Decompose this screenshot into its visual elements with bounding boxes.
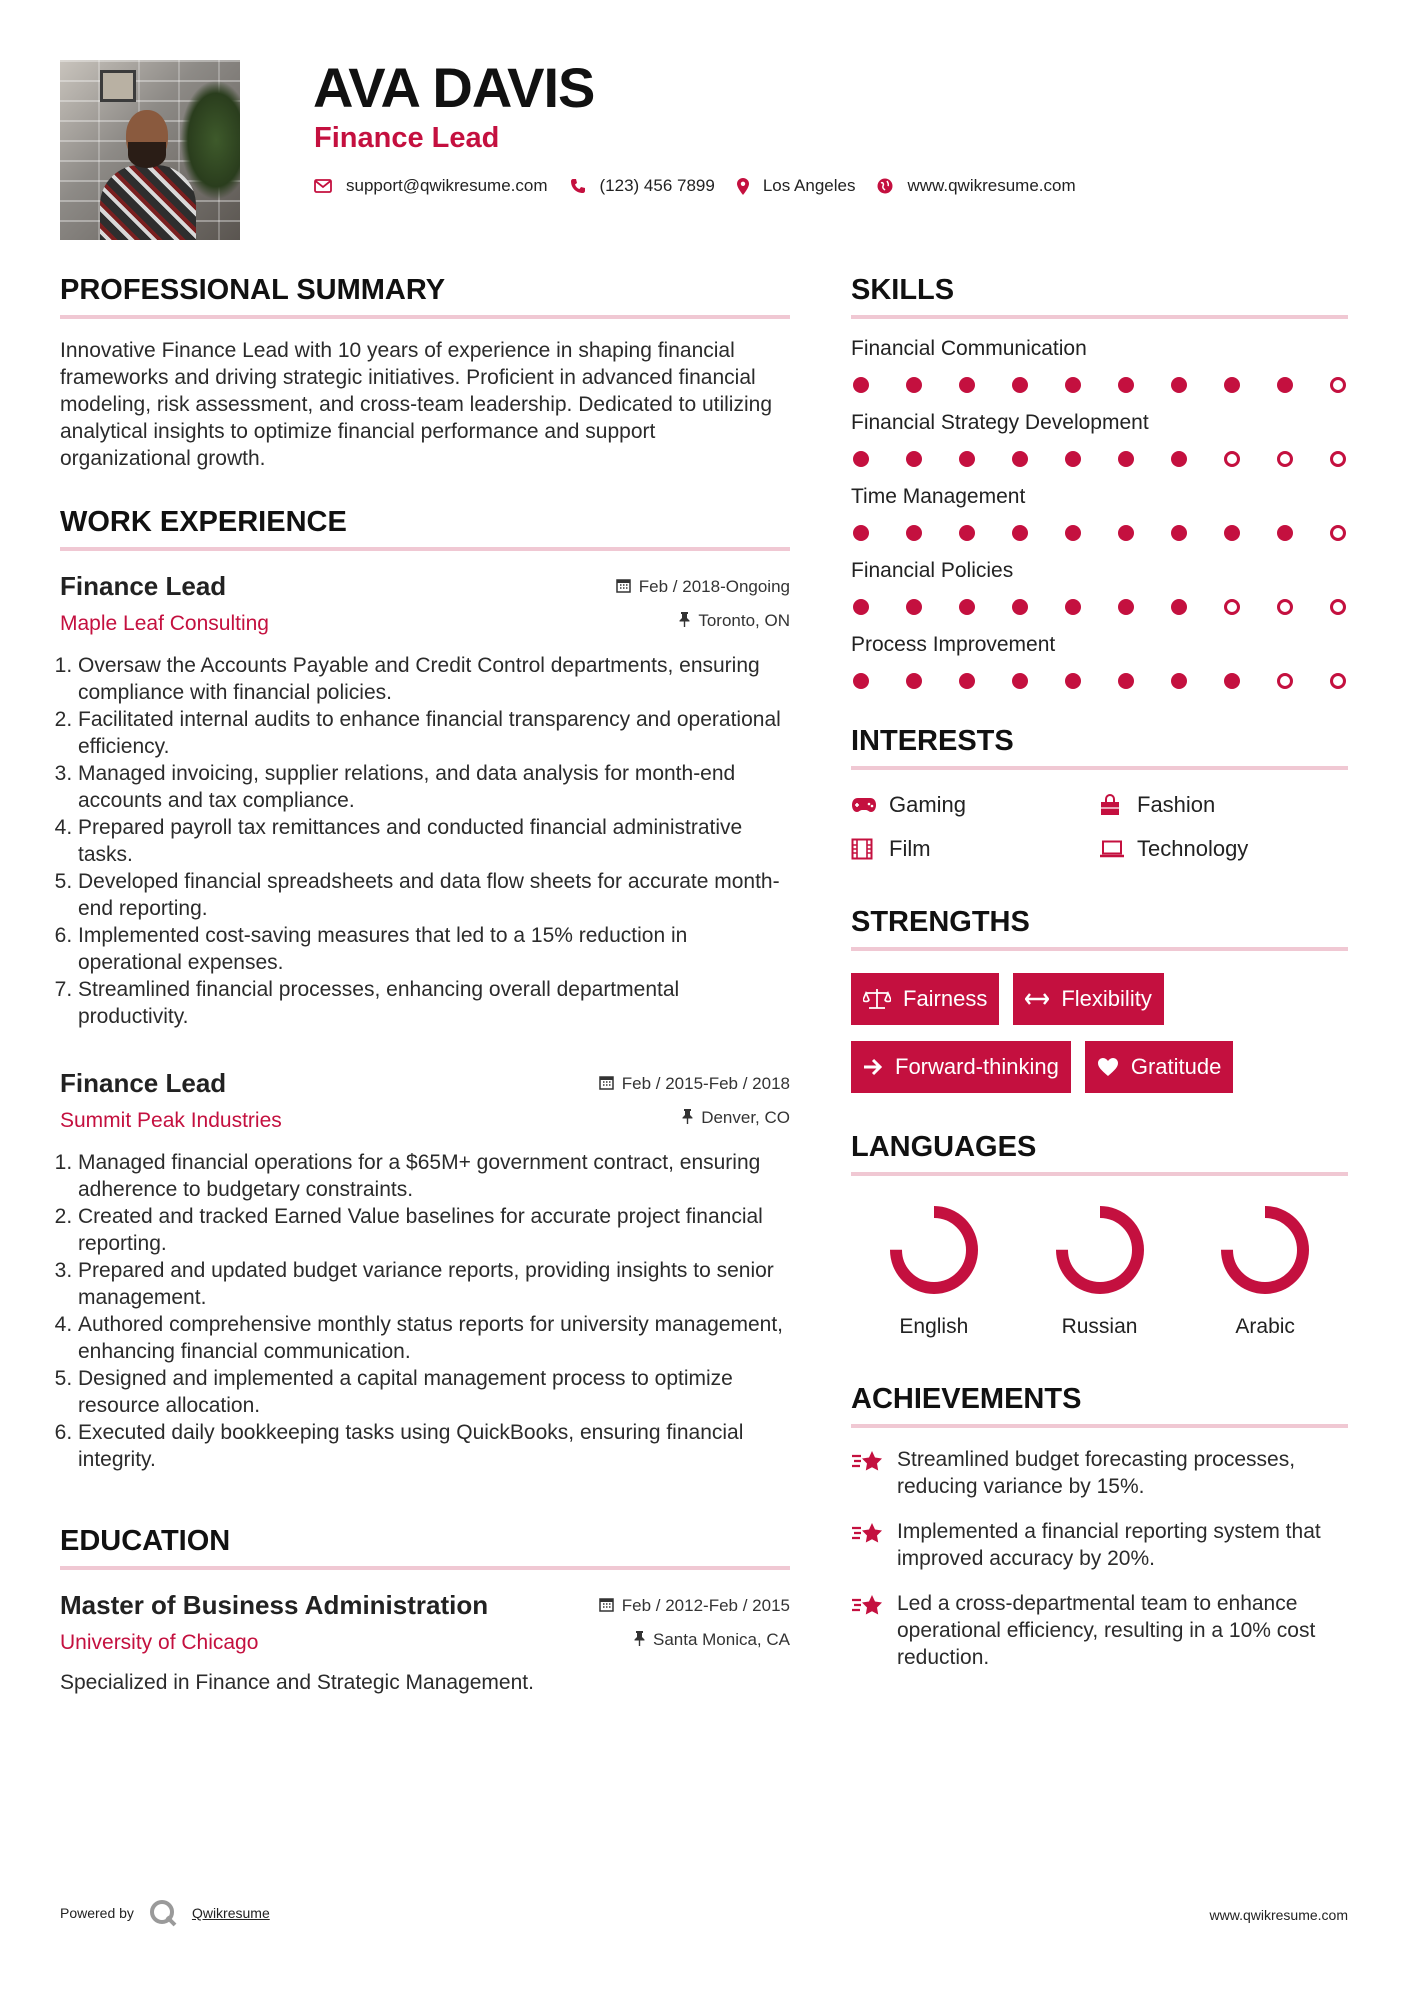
section-heading: LANGUAGES [851, 1131, 1348, 1176]
languages-list [851, 1200, 1348, 1339]
rating-dot-filled [1171, 673, 1187, 689]
qwikresume-link[interactable]: Qwikresume [191, 1905, 270, 1921]
gamepad-icon [851, 797, 877, 813]
job-company: Maple Leaf Consulting [60, 612, 269, 635]
skills-section [851, 274, 1348, 689]
skill-rating [851, 599, 1348, 615]
section-heading: ACHIEVEMENTS [851, 1383, 1348, 1428]
rating-dot-filled [1277, 525, 1293, 541]
rating-dot-filled [1224, 525, 1240, 541]
heart-icon [1097, 1057, 1119, 1077]
job-location: Toronto, ON [679, 611, 790, 631]
rating-dot-filled [1065, 525, 1081, 541]
strength-tag: Fairness [851, 973, 999, 1025]
interest-item: Gaming [851, 792, 1099, 818]
rating-dot-filled [1277, 377, 1293, 393]
skill-name: Financial Strategy Development [851, 411, 1149, 434]
phone-icon [570, 178, 586, 194]
rating-dot-filled [959, 599, 975, 615]
candidate-title: Finance Lead [314, 122, 500, 154]
language-item [851, 1200, 1017, 1339]
education-date: Feb / 2012-Feb / 2015 [599, 1596, 790, 1616]
job-company: Summit Peak Industries [60, 1109, 282, 1132]
job-bullets [60, 1149, 790, 1473]
shooting-star-icon [851, 1590, 885, 1671]
language-level-ring [1215, 1200, 1315, 1300]
language-level-arc [1227, 1212, 1303, 1288]
rating-dot-filled [959, 451, 975, 467]
skill-name: Process Improvement [851, 633, 1056, 656]
language-item [1017, 1200, 1183, 1339]
left-column [60, 274, 790, 1696]
map-marker-icon [737, 178, 749, 195]
rating-dot-filled [1171, 525, 1187, 541]
skill-name: Financial Policies [851, 559, 1014, 582]
rating-dot-filled [1118, 673, 1134, 689]
section-heading: WORK EXPERIENCE [60, 506, 790, 551]
summary-section [60, 274, 790, 472]
strength-tag: Flexibility [1013, 973, 1163, 1025]
list-item: 1. Managed financial operations for a $65M+ government contract, ensuring adherence to budgetary constraints. [78, 1149, 790, 1203]
rating-dot-filled [1171, 599, 1187, 615]
strengths-list [851, 973, 1348, 1093]
list-item: 5. Developed financial spreadsheets and data flow sheets for accurate month-end reporting. [78, 868, 790, 922]
rating-dot-filled [1065, 377, 1081, 393]
rating-dot-filled [1224, 673, 1240, 689]
skill-name: Time Management [851, 485, 1026, 508]
skill-rating [851, 451, 1348, 467]
job-title: Finance Lead [60, 1068, 227, 1098]
skill-item [851, 559, 1348, 615]
interests-grid [851, 792, 1348, 862]
rating-dot-empty [1277, 599, 1293, 615]
rating-dot-empty [1330, 673, 1346, 689]
rating-dot-filled [1012, 525, 1028, 541]
globe-icon [877, 178, 893, 194]
skill-rating [851, 525, 1348, 541]
qwikresume-logo-icon [148, 1898, 178, 1928]
language-level-arc [1062, 1212, 1138, 1288]
shopping-bag-icon [1099, 794, 1125, 816]
language-level-ring [884, 1200, 984, 1300]
shooting-star-icon [851, 1446, 885, 1500]
language-name: Arabic [1235, 1315, 1295, 1338]
rating-dot-filled [853, 377, 869, 393]
language-name: Russian [1061, 1315, 1138, 1338]
rating-dot-filled [1065, 673, 1081, 689]
rating-dot-empty [1330, 451, 1346, 467]
languages-section [851, 1131, 1348, 1339]
arrows-horizontal-icon [1025, 992, 1049, 1006]
rating-dot-filled [853, 599, 869, 615]
degree-title: Master of Business Administration [60, 1590, 489, 1620]
contact-phone[interactable]: (123) 456 7899 [570, 176, 715, 196]
contact-email[interactable]: support@qwikresume.com [314, 176, 548, 196]
language-name: English [899, 1315, 969, 1338]
rating-dot-filled [1118, 525, 1134, 541]
rating-dot-filled [853, 525, 869, 541]
rating-dot-filled [853, 451, 869, 467]
summary-text: Innovative Finance Lead with 10 years of experience in shaping financial frameworks and driving strategic initiatives. Proficient in advanced financial modeling, risk assessment, and cross-team leadership. Dedicated to utilizing analytical insights to optimize financial performance and support organizational growth. [60, 339, 773, 470]
skill-item [851, 337, 1348, 393]
list-item: 5. Designed and implemented a capital management process to optimize resource allocation. [78, 1365, 790, 1419]
rating-dot-filled [1012, 451, 1028, 467]
rating-dot-filled [906, 599, 922, 615]
calendar-icon [599, 1075, 614, 1094]
skill-item [851, 485, 1348, 541]
skill-name: Financial Communication [851, 337, 1087, 360]
pin-icon [634, 1631, 645, 1650]
rating-dot-filled [1065, 451, 1081, 467]
calendar-icon [599, 1597, 614, 1616]
rating-dot-filled [1012, 599, 1028, 615]
list-item: 3. Managed invoicing, supplier relations, and data analysis for month-end accounts and tax compliance. [78, 760, 790, 814]
skill-item [851, 633, 1348, 689]
list-item: 4. Authored comprehensive monthly status reports for university management, enhancing financial communication. [78, 1311, 790, 1365]
contact-bar [314, 176, 1098, 196]
rating-dot-filled [1224, 377, 1240, 393]
rating-dot-filled [1171, 377, 1187, 393]
rating-dot-filled [1012, 377, 1028, 393]
interests-section [851, 725, 1348, 862]
section-heading: EDUCATION [60, 1525, 790, 1570]
shooting-star-icon [851, 1518, 885, 1572]
list-item: 1. Oversaw the Accounts Payable and Credit Control departments, ensuring compliance with financial policies. [78, 652, 790, 706]
list-item: 3. Prepared and updated budget variance reports, providing insights to senior management. [78, 1257, 790, 1311]
rating-dot-filled [906, 525, 922, 541]
rating-dot-empty [1224, 451, 1240, 467]
section-heading: INTERESTS [851, 725, 1348, 770]
rating-dot-filled [853, 673, 869, 689]
achievement-item: Implemented a financial reporting system that improved accuracy by 20%. [851, 1518, 1348, 1572]
education-section [60, 1525, 790, 1696]
calendar-icon [616, 578, 631, 597]
profile-photo [60, 60, 240, 240]
achievements-section [851, 1383, 1348, 1671]
rating-dot-filled [906, 451, 922, 467]
rating-dot-filled [1118, 451, 1134, 467]
job-date: Feb / 2018-Ongoing [616, 577, 790, 597]
rating-dot-filled [959, 377, 975, 393]
achievement-item: Led a cross-departmental team to enhance operational efficiency, resulting in a 10% cost reduction. [851, 1590, 1348, 1671]
section-heading: STRENGTHS [851, 906, 1348, 951]
rating-dot-empty [1330, 599, 1346, 615]
contact-location: Los Angeles [737, 176, 856, 196]
arrow-right-icon [863, 1058, 883, 1076]
pin-icon [682, 1109, 693, 1128]
rating-dot-empty [1330, 377, 1346, 393]
list-item: 6. Executed daily bookkeeping tasks using QuickBooks, ensuring financial integrity. [78, 1419, 790, 1473]
education-entry [60, 1590, 790, 1696]
strength-tag: Gratitude [1085, 1041, 1234, 1093]
job-entry [60, 571, 790, 1030]
rating-dot-empty [1330, 525, 1346, 541]
list-item: 2. Created and tracked Earned Value baselines for accurate project financial reporting. [78, 1203, 790, 1257]
job-title: Finance Lead [60, 571, 227, 601]
envelope-icon [314, 179, 332, 193]
job-bullets [60, 652, 790, 1030]
rating-dot-filled [1012, 673, 1028, 689]
school-name: University of Chicago [60, 1631, 259, 1654]
experience-section [60, 506, 790, 1473]
rating-dot-filled [1171, 451, 1187, 467]
contact-website[interactable]: www.qwikresume.com [877, 176, 1075, 196]
language-item [1182, 1200, 1348, 1339]
rating-dot-filled [906, 673, 922, 689]
list-item: 6. Implemented cost-saving measures that led to a 15% reduction in operational expenses. [78, 922, 790, 976]
education-description: Specialized in Finance and Strategic Management. [60, 1671, 534, 1694]
rating-dot-empty [1277, 451, 1293, 467]
job-location: Denver, CO [682, 1108, 790, 1128]
rating-dot-filled [906, 377, 922, 393]
list-item: 7. Streamlined financial processes, enhancing overall departmental productivity. [78, 976, 790, 1030]
rating-dot-empty [1277, 673, 1293, 689]
achievement-item: Streamlined budget forecasting processes, reducing variance by 15%. [851, 1446, 1348, 1500]
balance-scale-icon [863, 988, 891, 1010]
rating-dot-filled [1065, 599, 1081, 615]
rating-dot-empty [1224, 599, 1240, 615]
right-column [851, 274, 1348, 1671]
education-location: Santa Monica, CA [634, 1630, 790, 1650]
pin-icon [679, 612, 690, 631]
rating-dot-filled [1118, 377, 1134, 393]
candidate-name: AVA DAVIS [313, 56, 595, 119]
interest-item: Technology [1099, 836, 1347, 862]
interest-item: Film [851, 836, 1099, 862]
language-level-arc [896, 1212, 972, 1288]
skill-item [851, 411, 1348, 467]
list-item: 4. Prepared payroll tax remittances and conducted financial administrative tasks. [78, 814, 790, 868]
interest-item: Fashion [1099, 792, 1347, 818]
skill-rating [851, 673, 1348, 689]
skill-rating [851, 377, 1348, 393]
language-level-ring [1050, 1200, 1150, 1300]
job-entry [60, 1068, 790, 1473]
footer-url[interactable]: www.qwikresume.com [1209, 1907, 1348, 1923]
powered-by-label: Powered by [60, 1905, 134, 1921]
film-icon [851, 838, 877, 860]
rating-dot-filled [959, 525, 975, 541]
rating-dot-filled [959, 673, 975, 689]
strengths-section [851, 906, 1348, 1093]
skills-list [851, 337, 1348, 689]
job-date: Feb / 2015-Feb / 2018 [599, 1074, 790, 1094]
strength-tag: Forward-thinking [851, 1041, 1071, 1093]
rating-dot-filled [1118, 599, 1134, 615]
section-heading: SKILLS [851, 274, 1348, 319]
section-heading: PROFESSIONAL SUMMARY [60, 274, 790, 319]
footer-powered-by [60, 1898, 270, 1928]
laptop-icon [1099, 840, 1125, 858]
list-item: 2. Facilitated internal audits to enhance financial transparency and operational efficiency. [78, 706, 790, 760]
